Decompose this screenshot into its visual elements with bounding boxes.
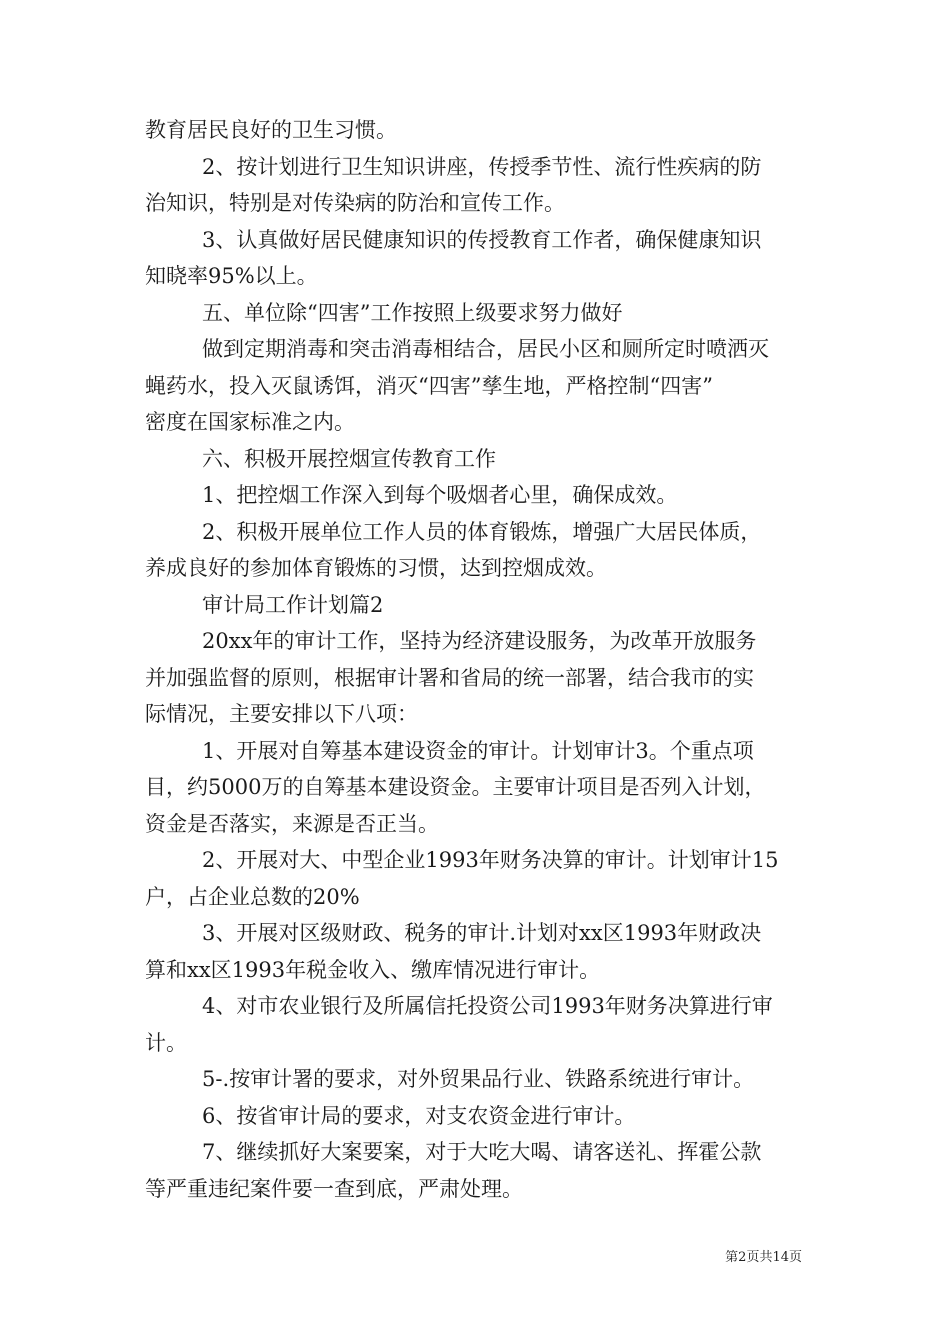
text-line: 教育居民良好的卫生习惯。 — [145, 118, 397, 142]
text-line: 5-.按审计署的要求，对外贸果品行业、铁路系统进行审计。 — [202, 1067, 755, 1091]
text-line: 治知识，特别是对传染病的防治和宣传工作。 — [145, 191, 565, 215]
text-line: 7、继续抓好大案要案，对于大吃大喝、请客送礼、挥霍公款 — [202, 1140, 762, 1164]
text-line: 3、开展对区级财政、税务的审计.计划对xx区1993年财政决 — [202, 921, 762, 945]
text-line: 六、积极开展控烟宣传教育工作 — [202, 446, 496, 471]
page-number: 第2页共14页 — [725, 1250, 802, 1265]
document-body — [145, 112, 810, 1207]
text-line: 等严重违纪案件要一查到底，严肃处理。 — [145, 1176, 523, 1201]
text-line: 审计局工作计划篇2 — [202, 592, 384, 617]
text-line: 密度在国家标准之内。 — [145, 410, 355, 434]
text-line: 做到定期消毒和突击消毒相结合，居民小区和厕所定时喷洒灭 — [202, 337, 769, 361]
text-line: 2、积极开展单位工作人员的体育锻炼，增强广大居民体质， — [202, 519, 762, 544]
text-line: 2、开展对大、中型企业1993年财务决算的审计。计划审计15 — [202, 848, 779, 872]
text-line: 知晓率95%以上。 — [145, 264, 318, 288]
text-line: 户，占企业总数的20% — [145, 884, 360, 909]
text-line: 6、按省审计局的要求，对支农资金进行审计。 — [202, 1103, 636, 1128]
text-line: 五、单位除“四害”工作按照上级要求努力做好 — [202, 300, 623, 325]
text-line: 1、开展对自筹基本建设资金的审计。计划审计3。个重点项 — [202, 738, 754, 763]
text-line: 并加强监督的原则，根据审计署和省局的统一部署，结合我市的实 — [145, 665, 754, 690]
text-line: 目，约5000万的自筹基本建设资金。主要审计项目是否列入计划， — [145, 775, 766, 799]
text-line: 资金是否落实，来源是否正当。 — [145, 811, 439, 836]
text-line: 养成良好的参加体育锻炼的习惯，达到控烟成效。 — [145, 556, 607, 580]
text-line: 1、把控烟工作深入到每个吸烟者心里，确保成效。 — [202, 483, 678, 507]
text-line: 3、认真做好居民健康知识的传授教育工作者，确保健康知识 — [202, 227, 762, 252]
text-line: 蝇药水，投入灭鼠诱饵，消灭“四害”孳生地，严格控制“四害” — [145, 373, 713, 398]
text-line: 4、对市农业银行及所属信托投资公司1993年财务决算进行审 — [202, 994, 773, 1018]
text-line: 2、按计划进行卫生知识讲座，传授季节性、流行性疾病的防 — [202, 154, 762, 179]
text-line: 算和xx区1993年税金收入、缴库情况进行审计。 — [145, 957, 601, 982]
text-line: 计。 — [145, 1030, 187, 1055]
text-line: 际情况，主要安排以下八项： — [145, 702, 418, 726]
text-line: 20xx年的审计工作，坚持为经济建设服务，为改革开放服务 — [202, 629, 757, 653]
